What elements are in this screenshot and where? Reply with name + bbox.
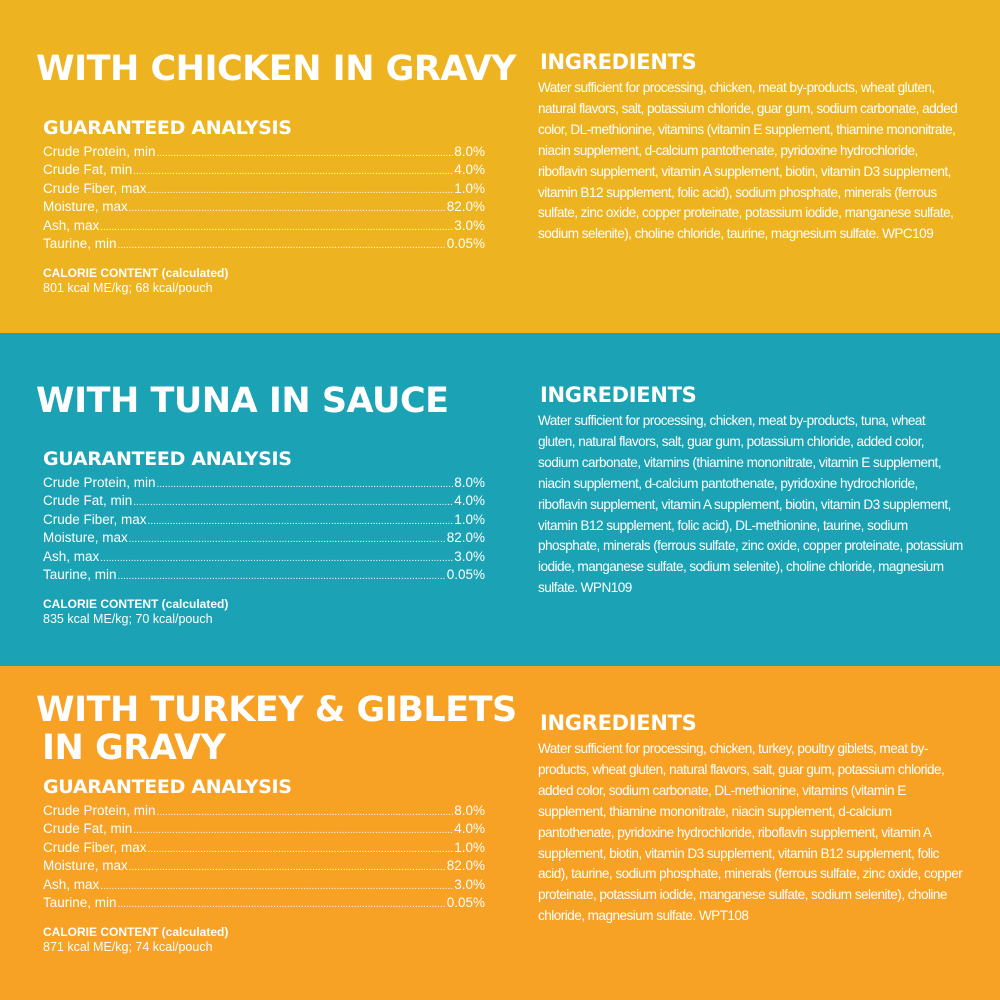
- dot-leader: [129, 858, 446, 876]
- analysis-value: 3.0%: [454, 217, 485, 233]
- analysis-row: [43, 493, 485, 511]
- analysis-value: 0.05%: [446, 236, 485, 252]
- analysis-label: Crude Protein, min: [43, 144, 156, 159]
- ingredients-block: [538, 711, 963, 927]
- calorie-content-heading: CALORIE CONTENT (calculated): [43, 925, 229, 940]
- analysis-row: [43, 858, 485, 876]
- ingredients-text: Water sufficient for processing, chicken, meat by-products, wheat gluten, natural flavors, salt, potassium chloride, guar gum, sodium carbonate, added color, DL-methionine, vitamins (vitamin E supplement, thiamine mononitrate, niacin supplement, d-calcium pantothenate, pyridoxine hydrochloride, riboflavin supplement, vitamin A supplement, biotin, vitamin D3 supplement, vitamin B12 supplement, folic acid), sodium phosphate, minerals (ferrous sulfate, zinc oxide, copper proteinate, potassium iodide, manganese sulfate, sodium selenite), choline chloride, taurine, magnesium sulfate. WPC109: [538, 80, 958, 242]
- guaranteed-analysis-heading: GUARANTEED ANALYSIS: [43, 117, 292, 139]
- analysis-label: Ash, max: [43, 217, 100, 233]
- guaranteed-analysis-heading: GUARANTEED ANALYSIS: [43, 776, 292, 798]
- panel-title-line-1: WITH TUNA IN SAUCE: [36, 381, 449, 421]
- analysis-row: [43, 877, 485, 895]
- ingredients-heading: INGREDIENTS: [540, 383, 697, 407]
- analysis-row: [43, 895, 485, 913]
- panel-title-line-1: WITH CHICKEN IN GRAVY: [36, 49, 516, 89]
- analysis-label: Taurine, min: [43, 895, 117, 911]
- analysis-row: [43, 567, 485, 585]
- analysis-value: 0.05%: [446, 567, 485, 583]
- panel-title-line-1: WITH TURKEY & GIBLETS: [36, 690, 517, 730]
- dot-leader: [118, 895, 446, 913]
- analysis-label: Moisture, max: [43, 858, 128, 874]
- tuna-panel: [0, 333, 1000, 666]
- chicken-panel: [0, 0, 1000, 333]
- analysis-row: [43, 512, 485, 530]
- analysis-value: 1.0%: [454, 511, 485, 527]
- analysis-label: Crude Fiber, max: [43, 180, 147, 196]
- analysis-label: Ash, max: [43, 548, 100, 564]
- analysis-row: [43, 475, 485, 493]
- dot-leader: [157, 144, 454, 162]
- dot-leader: [118, 236, 446, 254]
- panel-title: [36, 691, 517, 767]
- dot-leader: [148, 840, 454, 858]
- analysis-label: Moisture, max: [43, 199, 128, 215]
- analysis-value: 82.0%: [446, 858, 485, 874]
- dot-leader: [118, 567, 446, 585]
- analysis-label: Moisture, max: [43, 530, 128, 546]
- analysis-value: 8.0%: [454, 475, 485, 490]
- analysis-value: 1.0%: [454, 839, 485, 855]
- panel-title: [36, 382, 449, 420]
- dot-leader: [157, 475, 454, 493]
- dot-leader: [100, 218, 453, 236]
- dot-leader: [157, 803, 454, 821]
- dot-leader: [100, 877, 453, 895]
- analysis-label: Taurine, min: [43, 236, 117, 252]
- calorie-content-value: 835 kcal ME/kg; 70 kcal/pouch: [43, 612, 213, 627]
- ingredients-heading: INGREDIENTS: [540, 50, 697, 74]
- ingredients-block: [538, 50, 963, 245]
- turkey-giblets-panel: [0, 666, 1000, 1000]
- analysis-value: 0.05%: [446, 895, 485, 911]
- analysis-row: [43, 821, 485, 839]
- guaranteed-analysis: [43, 448, 485, 627]
- analysis-value: 3.0%: [454, 876, 485, 892]
- analysis-row: [43, 181, 485, 199]
- analysis-value: 8.0%: [454, 144, 485, 159]
- analysis-value: 4.0%: [454, 162, 485, 178]
- analysis-row: [43, 840, 485, 858]
- analysis-label: Crude Fat, min: [43, 162, 133, 178]
- calorie-content-heading: CALORIE CONTENT (calculated): [43, 597, 229, 612]
- ingredients-text: Water sufficient for processing, chicken, turkey, poultry giblets, meat by-products, wheat gluten, natural flavors, salt, guar gum, potassium chloride, added color, sodium carbonate, DL-methionine, vitamins (vitamin E supplement, thiamine mononitrate, niacin supplement, d-calcium pantothenate, pyridoxine hydrochloride, riboflavin supplement, vitamin A supplement, biotin, vitamin D3 supplement, vitamin B12 supplement, folic acid), taurine, sodium phosphate, minerals (ferrous sulfate, zinc oxide, copper proteinate, potassium iodide, manganese sulfate, sodium selenite), choline chloride, magnesium sulfate. WPT108: [538, 741, 963, 924]
- ingredients-heading: INGREDIENTS: [540, 711, 697, 735]
- dot-leader: [133, 162, 453, 180]
- analysis-label: Ash, max: [43, 876, 100, 892]
- ingredients-block: [538, 383, 963, 599]
- analysis-label: Crude Fat, min: [43, 821, 133, 837]
- analysis-label: Taurine, min: [43, 567, 117, 583]
- dot-leader: [129, 199, 446, 217]
- analysis-row: [43, 218, 485, 236]
- dot-leader: [148, 512, 454, 530]
- dot-leader: [148, 181, 454, 199]
- calorie-content-value: 871 kcal ME/kg; 74 kcal/pouch: [43, 940, 213, 955]
- analysis-value: 1.0%: [454, 180, 485, 196]
- analysis-label: Crude Fat, min: [43, 493, 133, 509]
- analysis-label: Crude Protein, min: [43, 803, 156, 818]
- analysis-row: [43, 803, 485, 821]
- analysis-value: 82.0%: [446, 530, 485, 546]
- analysis-value: 8.0%: [454, 803, 485, 818]
- calorie-content-heading: CALORIE CONTENT (calculated): [43, 266, 229, 281]
- analysis-row: [43, 144, 485, 162]
- dot-leader: [133, 821, 453, 839]
- analysis-row: [43, 236, 485, 254]
- analysis-row: [43, 530, 485, 548]
- ingredients-text: Water sufficient for processing, chicken, meat by-products, tuna, wheat gluten, natural flavors, salt, guar gum, potassium chloride, added color, sodium carbonate, vitamins (thiamine mononitrate, vitamin E supplement, niacin supplement, d-calcium pantothenate, pyridoxine hydrochloride, riboflavin supplement, vitamin A supplement, biotin, vitamin D3 supplement, vitamin B12 supplement, folic acid), DL-methionine, taurine, sodium phosphate, minerals (ferrous sulfate, zinc oxide, copper proteinate, potassium iodide, manganese sulfate, sodium selenite), choline chloride, magnesium sulfate. WPN109: [538, 413, 963, 596]
- calorie-content-value: 801 kcal ME/kg; 68 kcal/pouch: [43, 281, 213, 296]
- analysis-value: 3.0%: [454, 548, 485, 564]
- analysis-label: Crude Protein, min: [43, 475, 156, 490]
- analysis-label: Crude Fiber, max: [43, 839, 147, 855]
- analysis-value: 4.0%: [454, 493, 485, 509]
- analysis-value: 82.0%: [446, 199, 485, 215]
- guaranteed-analysis: [43, 776, 485, 955]
- guaranteed-analysis: [43, 117, 485, 296]
- dot-leader: [129, 530, 446, 548]
- analysis-row: [43, 199, 485, 217]
- analysis-label: Crude Fiber, max: [43, 511, 147, 527]
- dot-leader: [133, 493, 453, 511]
- panel-title-line-2: IN GRAVY: [42, 728, 226, 768]
- analysis-value: 4.0%: [454, 821, 485, 837]
- guaranteed-analysis-heading: GUARANTEED ANALYSIS: [43, 448, 292, 470]
- analysis-row: [43, 162, 485, 180]
- panel-title: [36, 50, 516, 88]
- dot-leader: [100, 549, 453, 567]
- analysis-row: [43, 549, 485, 567]
